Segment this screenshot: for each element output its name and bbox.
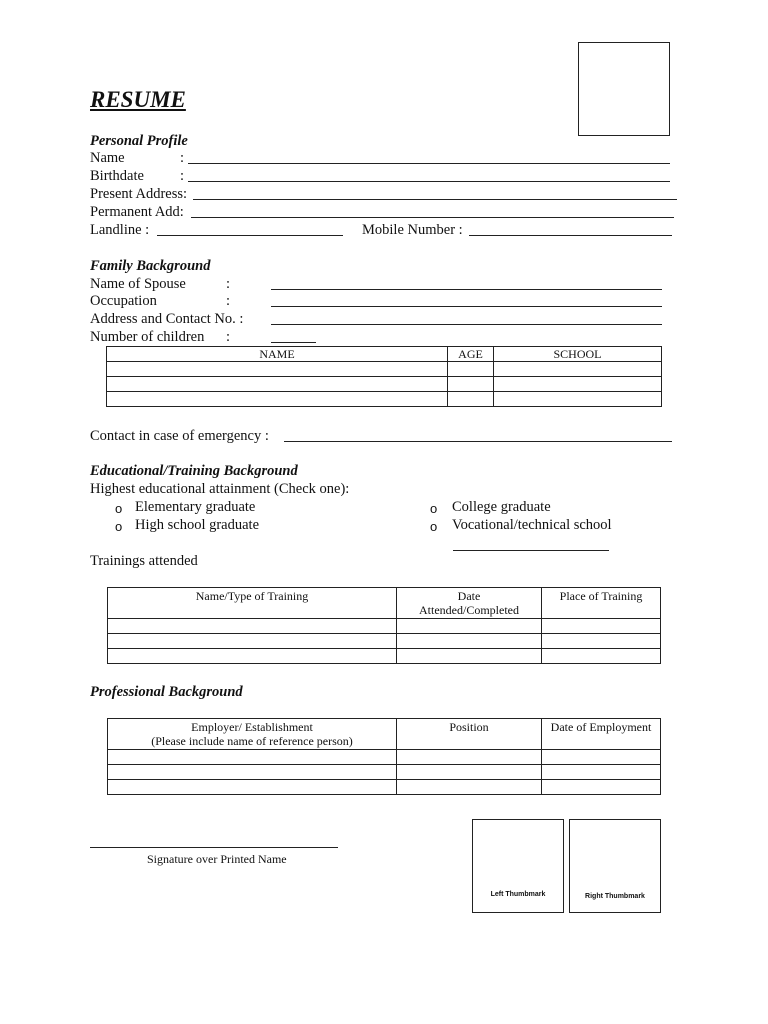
children-label: Number of children [90, 329, 205, 345]
education-heading: Educational/Training Background [90, 463, 298, 479]
page-title: RESUME [90, 87, 186, 112]
table-cell[interactable] [397, 750, 542, 765]
table-cell[interactable] [494, 377, 662, 392]
table-cell[interactable] [448, 362, 494, 377]
signature-label: Signature over Printed Name [147, 852, 287, 866]
table-row [108, 765, 661, 780]
table-cell[interactable] [108, 765, 397, 780]
children-field[interactable] [271, 342, 316, 343]
name-colon: : [180, 150, 185, 166]
table-header-date-employment [542, 719, 661, 750]
left-thumbmark-box [472, 819, 564, 913]
option-bullet[interactable]: o [115, 519, 123, 534]
personal-profile-heading: Personal Profile [90, 133, 188, 149]
table-cell[interactable] [542, 649, 661, 664]
table-cell[interactable] [107, 392, 448, 407]
option-high-school: High school graduate [135, 517, 260, 533]
option-college: College graduate [452, 499, 551, 515]
landline-field[interactable] [157, 235, 343, 236]
name-label: Name [90, 150, 125, 166]
professional-table [107, 718, 661, 795]
option-bullet[interactable]: o [430, 519, 438, 534]
landline-label: Landline : [90, 222, 150, 238]
option-elementary: Elementary graduate [135, 499, 256, 515]
table-header-date [397, 588, 542, 619]
spouse-label: Name of Spouse [90, 276, 186, 292]
table-row [107, 347, 662, 362]
left-thumbmark-label: Left Thumbmark [490, 891, 546, 898]
table-cell[interactable] [448, 377, 494, 392]
vocational-specify-field[interactable] [453, 550, 609, 551]
table-row [108, 750, 661, 765]
birthdate-field[interactable] [188, 181, 670, 182]
table-row [108, 649, 661, 664]
header-text: Position [449, 720, 489, 734]
table-cell[interactable] [494, 392, 662, 407]
occupation-field[interactable] [271, 306, 662, 307]
children-table [106, 346, 662, 407]
birthdate-colon: : [180, 168, 185, 184]
table-header-name: NAME [107, 347, 448, 362]
trainings-table [107, 587, 661, 664]
table-cell[interactable] [542, 634, 661, 649]
header-text: Employer/ Establishment [191, 720, 313, 734]
table-header-position [397, 719, 542, 750]
table-cell[interactable] [108, 634, 397, 649]
header-text: Place of Training [559, 589, 643, 603]
table-cell[interactable] [107, 362, 448, 377]
table-cell[interactable] [107, 377, 448, 392]
professional-heading: Professional Background [90, 684, 243, 700]
trainings-label: Trainings attended [90, 553, 198, 569]
address-contact-field[interactable] [271, 324, 662, 325]
table-cell[interactable] [542, 765, 661, 780]
table-header-training-name [108, 588, 397, 619]
address-contact-label: Address and Contact No. : [90, 311, 244, 327]
table-cell[interactable] [397, 634, 542, 649]
table-row [107, 362, 662, 377]
spouse-colon: : [226, 276, 231, 292]
mobile-label: Mobile Number : [362, 222, 463, 238]
occupation-label: Occupation [90, 293, 157, 309]
right-thumbmark-label: Right Thumbmark [585, 893, 645, 900]
children-colon: : [226, 329, 231, 345]
family-background-heading: Family Background [90, 258, 211, 274]
spouse-field[interactable] [271, 289, 662, 290]
table-header-place [542, 588, 661, 619]
option-bullet[interactable]: o [115, 501, 123, 516]
table-row [108, 588, 661, 619]
table-row [107, 392, 662, 407]
header-text: Name/Type of Training [195, 589, 309, 603]
table-header-age: AGE [448, 347, 494, 362]
table-cell[interactable] [542, 750, 661, 765]
birthdate-label: Birthdate [90, 168, 144, 184]
header-text: Date [457, 589, 481, 603]
table-cell[interactable] [108, 619, 397, 634]
education-prompt: Highest educational attainment (Check one): [90, 481, 350, 497]
emergency-field[interactable] [284, 441, 672, 442]
table-cell[interactable] [448, 392, 494, 407]
photo-box [578, 42, 670, 136]
present-address-field[interactable] [193, 199, 677, 200]
option-vocational: Vocational/technical school [452, 517, 612, 533]
table-cell[interactable] [108, 750, 397, 765]
table-cell[interactable] [494, 362, 662, 377]
table-cell[interactable] [108, 649, 397, 664]
right-thumbmark-box [569, 819, 661, 913]
table-row [108, 634, 661, 649]
signature-line[interactable] [90, 847, 338, 848]
permanent-address-field[interactable] [191, 217, 674, 218]
table-cell[interactable] [397, 765, 542, 780]
table-row [108, 719, 661, 750]
present-address-label: Present Address: [90, 186, 188, 202]
permanent-address-label: Permanent Add: [90, 204, 184, 220]
table-header-employer [108, 719, 397, 750]
header-text: Date of Employment [550, 720, 652, 734]
header-text: (Please include name of reference person) [151, 734, 353, 748]
mobile-field[interactable] [469, 235, 672, 236]
table-row [108, 780, 661, 795]
table-cell[interactable] [397, 619, 542, 634]
table-cell[interactable] [108, 780, 397, 795]
table-header-school: SCHOOL [494, 347, 662, 362]
occupation-colon: : [226, 293, 231, 309]
option-bullet[interactable]: o [430, 501, 438, 516]
table-row [107, 377, 662, 392]
emergency-label: Contact in case of emergency : [90, 428, 269, 444]
table-cell[interactable] [397, 649, 542, 664]
table-row [108, 619, 661, 634]
table-cell[interactable] [397, 780, 542, 795]
table-cell[interactable] [542, 619, 661, 634]
name-field[interactable] [188, 163, 670, 164]
header-text: Attended/Completed [419, 603, 519, 617]
table-cell[interactable] [542, 780, 661, 795]
